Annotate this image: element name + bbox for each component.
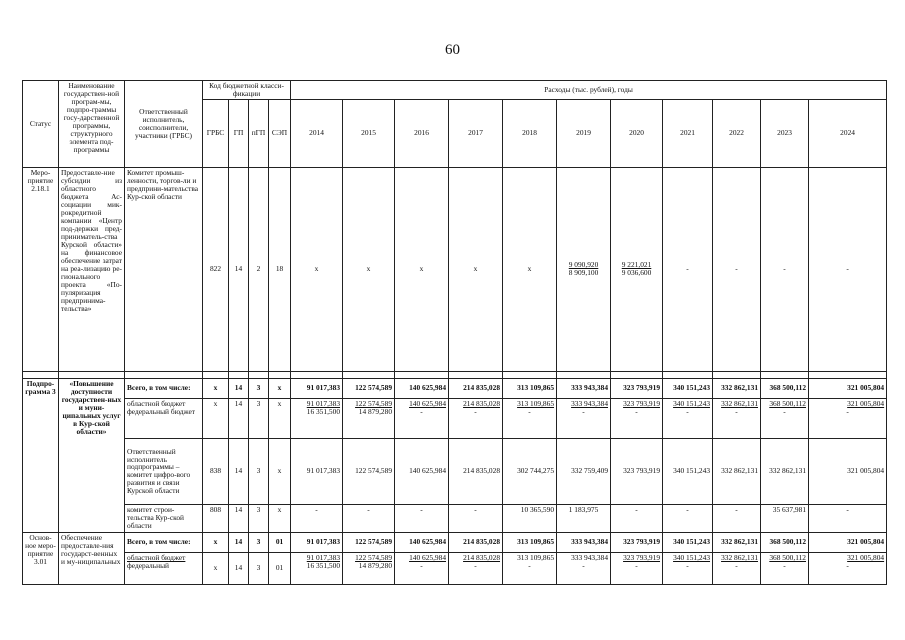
pgp-cell: 3 [249,552,269,584]
total-label: Всего, в том числе: [125,532,203,552]
value-cell: 35 637,981 [761,504,809,532]
value-cell: 332 759,409 [557,438,611,504]
header-pgp: пГП [249,99,269,167]
budget-label: областной бюджет [127,552,186,562]
gp-cell: 14 [229,552,249,584]
pgp-cell: 3 [249,532,269,552]
value-cell: - [395,504,449,532]
value-line: 9 221,021 [621,260,652,270]
total-label: Всего, в том числе: [125,378,203,398]
year-header: 2018 [503,99,557,167]
value-line: 122 574,589 [355,552,393,562]
value-line: 9 090,920 [568,260,599,270]
responsible-cell: Комитет промыш-ленности, торгов-ли и предприни-мательства Кур-ской области [125,167,203,371]
budget-label-cell [125,398,203,438]
value-cell: 332 862,131 [713,378,761,398]
table-row [23,167,887,371]
value-line: 368 500,112 [769,552,807,562]
value-line: 321 005,804 [847,552,885,562]
value-cell: 1 183,975 [557,504,611,532]
value-line: 333 943,384 [571,398,609,408]
value-cell: - [713,504,761,532]
gp-cell: 14 [229,378,249,398]
value-line: 9 036,600 [621,268,652,278]
budget-label: областной бюджет [127,398,186,408]
value-line: 214 835,028 [463,398,501,408]
value-line: 340 151,243 [673,398,711,408]
value-cell: 214 835,028 [449,438,503,504]
value-cell: 214 835,028 [449,532,503,552]
value-line: - [420,406,423,416]
sep-cell: х [269,378,291,398]
value-line: - [846,406,849,416]
value-cell: - [343,504,395,532]
sep-cell: х [269,438,291,504]
value-line: 321 005,804 [847,398,885,408]
value-line: 313 109,865 [517,552,555,562]
value-line: 333 943,384 [571,552,609,562]
value-cell [809,398,887,438]
value-cell: 321 005,804 [809,438,887,504]
value-cell: 333 943,384 [557,532,611,552]
value-cell: 321 005,804 [809,378,887,398]
sep-cell: х [269,398,291,438]
value-line: - [635,560,638,570]
value-cell: 91 017,383 [291,438,343,504]
year-header: 2017 [449,99,503,167]
value-line: 122 574,589 [355,398,393,408]
year-header: 2014 [291,99,343,167]
value-cell: 91 017,383 [291,532,343,552]
value-cell [557,167,611,371]
header-gp: ГП [229,99,249,167]
gp-cell: 14 [229,167,249,371]
value-cell: - [611,504,663,532]
pgp-cell: 2 [249,167,269,371]
value-cell: х [395,167,449,371]
value-cell: 140 625,984 [395,378,449,398]
value-cell: 122 574,589 [343,378,395,398]
value-cell: 122 574,589 [343,532,395,552]
year-header: 2021 [663,99,713,167]
header-name: Наименование государствен-ной програм-мы, подпро-граммы госу-дарственной программы, структурного элемента под-программы [59,81,125,168]
value-cell: 313 109,865 [503,378,557,398]
value-cell [611,552,663,584]
value-line: 332 862,131 [721,552,759,562]
year-header: 2020 [611,99,663,167]
table-row [23,378,887,398]
value-cell [291,552,343,584]
responsible-cell: Ответственный исполнитель подпрограммы – комитет цифро-вого развития и связи Курской области [125,438,203,504]
value-cell: 302 744,275 [503,438,557,504]
value-cell [343,552,395,584]
value-cell [663,552,713,584]
value-line: - [474,406,477,416]
value-cell: - [713,167,761,371]
value-cell: 122 574,589 [343,438,395,504]
year-header: 2016 [395,99,449,167]
table-row [23,398,887,438]
value-cell: 323 793,919 [611,532,663,552]
page-number: 60 [445,42,460,58]
table-row [23,552,887,584]
header-code-group: Код бюджетной класси-фикации [203,81,291,100]
value-line: 332 862,131 [721,398,759,408]
value-line: - [735,406,738,416]
value-line: 214 835,028 [463,552,501,562]
value-line: - [635,406,638,416]
value-cell: х [343,167,395,371]
value-line: 16 351,500 [306,406,341,416]
budget-label: федеральный [127,560,169,570]
value-cell: 140 625,984 [395,438,449,504]
header-grbs: ГРБС [203,99,229,167]
value-cell: х [291,167,343,371]
value-cell: - [663,504,713,532]
value-cell [611,398,663,438]
spacer-row [23,371,887,378]
value-cell [761,552,809,584]
value-cell: 368 500,112 [761,378,809,398]
value-cell [449,398,503,438]
value-line: 140 625,984 [409,552,447,562]
grbs-cell: х [203,398,229,438]
sep-cell: 01 [269,552,291,584]
gp-cell: 14 [229,398,249,438]
year-header: 2023 [761,99,809,167]
value-line: 140 625,984 [409,398,447,408]
gp-cell: 14 [229,438,249,504]
value-line: 340 151,243 [673,552,711,562]
value-cell: - [291,504,343,532]
value-line: - [528,406,531,416]
value-line: - [686,406,689,416]
value-line: - [783,406,786,416]
year-header: 2022 [713,99,761,167]
value-cell [503,552,557,584]
pgp-cell: 3 [249,438,269,504]
value-cell [449,552,503,584]
year-header: 2019 [557,99,611,167]
value-line: 14 879,280 [358,406,393,416]
value-cell: 214 835,028 [449,378,503,398]
pgp-cell: 3 [249,378,269,398]
value-line: 368 500,112 [769,398,807,408]
gp-cell: 14 [229,532,249,552]
value-line: 91 017,383 [306,552,341,562]
value-line: 323 793,919 [623,552,661,562]
value-line: - [474,560,477,570]
grbs-cell: х [203,378,229,398]
sep-cell: х [269,504,291,532]
header-responsible: Ответственный исполнитель, соисполнители, участники (ГРБС) [125,81,203,168]
pgp-cell: 3 [249,504,269,532]
value-cell: 332 862,131 [713,532,761,552]
value-line: - [783,560,786,570]
value-line: 8 909,100 [568,268,599,278]
grbs-cell: 838 [203,438,229,504]
pgp-cell: 3 [249,398,269,438]
value-cell: - [761,167,809,371]
value-cell [809,552,887,584]
value-line: - [686,560,689,570]
value-cell [557,398,611,438]
gp-cell: 14 [229,504,249,532]
header-sep: СЭП [269,99,291,167]
year-header: 2015 [343,99,395,167]
name-cell: Обеспечение предоставле-ния государст-венных и му-ниципальных [59,532,125,584]
value-cell [343,398,395,438]
value-cell [291,398,343,438]
value-line: 91 017,383 [306,398,341,408]
value-cell [663,398,713,438]
budget-table [22,80,887,585]
value-cell: 321 005,804 [809,532,887,552]
value-cell: 340 151,243 [663,378,713,398]
year-header: 2024 [809,99,887,167]
value-cell [713,552,761,584]
value-line: - [846,560,849,570]
grbs-cell: х [203,532,229,552]
value-cell [761,398,809,438]
budget-label-cell [125,552,203,584]
header-expenses: Расходы (тыс. рублей), годы [291,81,887,100]
value-cell: х [449,167,503,371]
name-cell: «Повышение доступности государствен-ных и муни-ципальных услуг в Кур-ской области» [59,378,125,532]
value-cell: 333 943,384 [557,378,611,398]
name-cell: Предоставле-ние субсидии из областного бюджета Ас-социации мик-рокредитной компании «Центр под-держки пред-приниматель-ства Курской области» на финансовое обеспечение затрат на реа-лизацию ре-гионального проекта «По-пуляризация предпринима-тельства» [59,167,125,371]
grbs-cell: х [203,552,229,584]
value-cell: х [503,167,557,371]
value-line: 313 109,865 [517,398,555,408]
value-cell: - [809,504,887,532]
value-cell: 368 500,112 [761,532,809,552]
value-cell: 332 862,131 [761,438,809,504]
value-line: - [582,560,585,570]
value-line: - [582,406,585,416]
value-line: - [528,560,531,570]
value-line: - [420,560,423,570]
table-row [23,438,887,504]
value-cell: 10 365,590 [503,504,557,532]
value-cell: 140 625,984 [395,532,449,552]
header-status: Статус [23,81,59,168]
value-line: - [735,560,738,570]
value-line: 16 351,500 [306,560,341,570]
value-cell: - [663,167,713,371]
value-line: 14 879,280 [358,560,393,570]
value-cell: 323 793,919 [611,438,663,504]
value-cell [503,398,557,438]
value-cell [395,398,449,438]
responsible-cell: комитет строи-тельства Кур-ской области [125,504,203,532]
value-cell: 340 151,243 [663,438,713,504]
status-cell: Основ-ное меро-приятие 3.01 [23,532,59,584]
value-cell: - [809,167,887,371]
value-cell: 340 151,243 [663,532,713,552]
budget-label: федеральный бюджет [127,406,196,416]
value-cell [557,552,611,584]
value-cell: 323 793,919 [611,378,663,398]
value-cell: 91 017,383 [291,378,343,398]
status-cell: Меро-приятие 2.18.1 [23,167,59,371]
table-row [23,504,887,532]
status-cell: Подпро-грамма 3 [23,378,59,532]
value-cell: 332 862,131 [713,438,761,504]
value-line: 323 793,919 [623,398,661,408]
value-cell [395,552,449,584]
table-row [23,532,887,552]
value-cell: - [449,504,503,532]
value-cell [713,398,761,438]
sep-cell: 18 [269,167,291,371]
grbs-cell: 822 [203,167,229,371]
value-cell [611,167,663,371]
grbs-cell: 808 [203,504,229,532]
value-cell: 313 109,865 [503,532,557,552]
sep-cell: 01 [269,532,291,552]
